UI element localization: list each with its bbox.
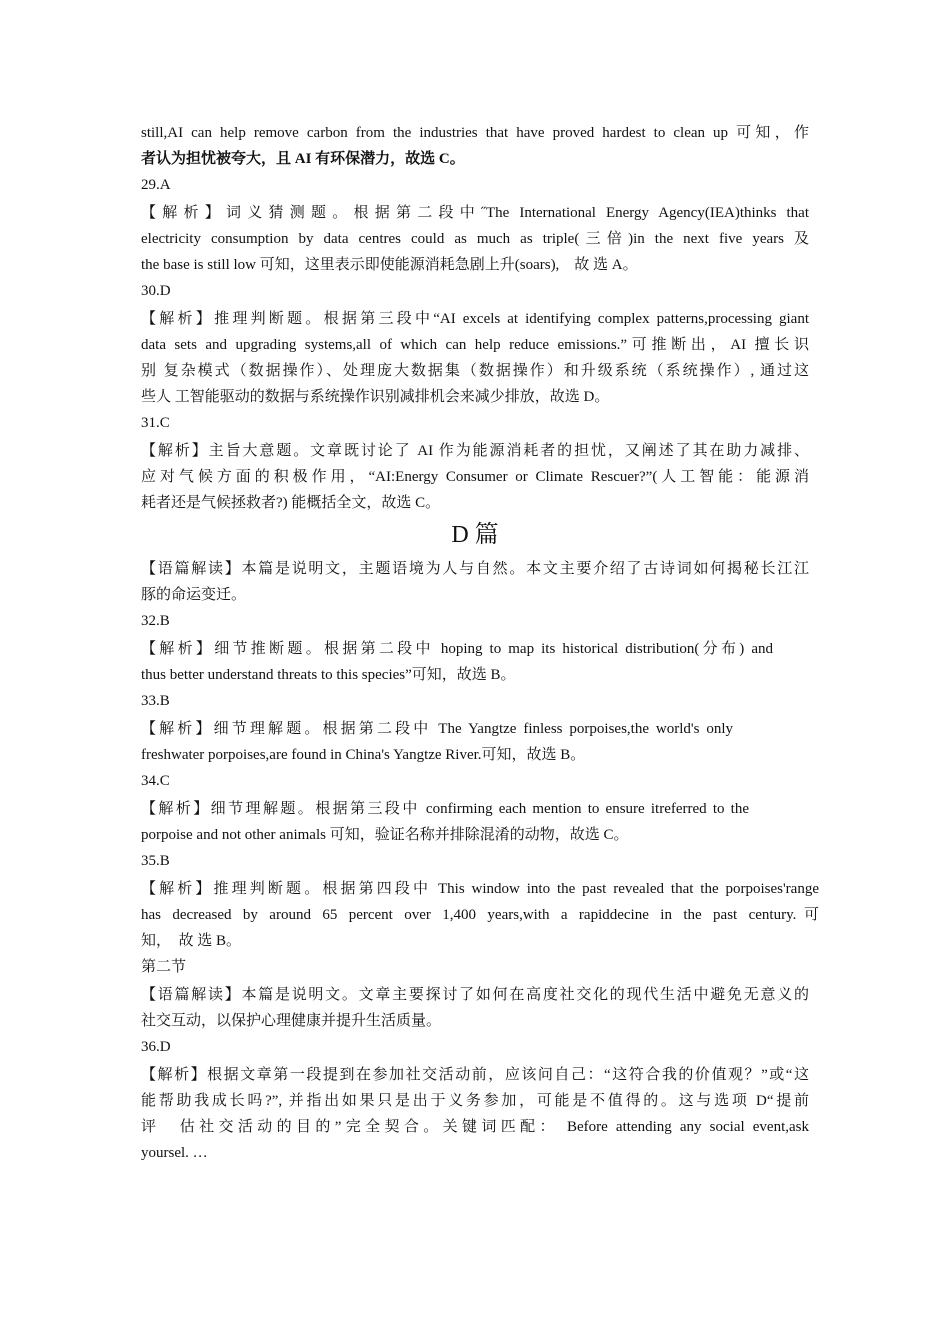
text-line: freshwater porpoises,are found in China's Yangtze River.可知，故选 B。 — [141, 747, 586, 763]
text-line: 【解析】细节理解题。根据第三段中 confirming each mention to ensure itreferred to the — [141, 801, 749, 817]
answer-32: 32.B — [141, 613, 170, 629]
text-line: 【解析】主旨大意题。文章既讨论了 AI 作为能源消耗者的担忧，又阐述了其在助力减排、 — [141, 443, 809, 459]
text-line: 些人 工智能驱动的数据与系统操作识别减排机会来减少排放，故选 D。 — [141, 389, 610, 405]
explanation-36 — [141, 1062, 809, 1166]
paragraph-28-tail — [141, 120, 809, 172]
answer-31: 31.C — [141, 415, 170, 431]
answer-29: 29.A — [141, 177, 171, 193]
answer-30: 30.D — [141, 283, 171, 299]
text-line: yoursel. … — [141, 1145, 208, 1161]
text-line: 者认为担忧被夸大，且 AI 有环保潜力，故选 C。 — [141, 151, 465, 167]
text-line: 【解析】推理判断题。根据第三段中“AI excels at identifying complex patterns,processing giant — [141, 311, 809, 327]
text-line: 【语篇解读】本篇是说明文，主题语境为人与自然。本文主要介绍了古诗词如何揭秘长江江 — [141, 561, 809, 577]
text-line: 豚的命运变迁。 — [141, 587, 247, 603]
explanation-34 — [141, 796, 749, 848]
text-line: 【解析】推理判断题。根据第四段中 This window into the past revealed that the porpoises'range — [141, 881, 819, 897]
text-line: 评 估社交活动的目的”完全契合。关键词匹配： Before attending any social event,ask — [141, 1119, 809, 1135]
text-line: 知， 故 选 B。 — [141, 933, 242, 949]
answer-36: 36.D — [141, 1039, 171, 1055]
explanation-29 — [141, 200, 809, 278]
text-line: 别 复杂模式（数据操作）、处理庞大数据集（数据操作）和升级系统（系统操作）, 通过这 — [141, 363, 809, 379]
text-line: 耗者还是气候拯救者?) 能概括全文，故选 C。 — [141, 495, 441, 511]
explanation-32 — [141, 636, 773, 688]
text-line: thus better understand threats to this species”可知，故选 B。 — [141, 667, 516, 683]
text-line: electricity consumption by data centres could as much as triple(三倍)in the next five years 及 — [141, 231, 809, 247]
text-line: 【解析】细节理解题。根据第二段中 The Yangtze finless porpoises,the world's only — [141, 721, 733, 737]
document-page — [141, 120, 819, 1166]
answer-33: 33.B — [141, 693, 170, 709]
answer-34: 34.C — [141, 773, 170, 789]
text-line: 【解析】词义猜测题。根据第二段中˝The International Energy Agency(IEA)thinks that — [141, 205, 809, 221]
text-line: 【解析】细节推断题。根据第二段中 hoping to map its historical distribution(分布) and — [141, 641, 773, 657]
text-line: 社交互动，以保护心理健康并提升生活质量。 — [141, 1013, 442, 1029]
passage-d-summary — [141, 556, 809, 608]
text-line: 能帮助我成长吗?”, 并指出如果只是出于义务参加，可能是不值得的。这与选项 D“提前 — [141, 1093, 809, 1109]
text-line: still,AI can help remove carbon from the industries that have proved hardest to clean up 可知，作 — [141, 125, 809, 141]
text-line: 应对气候方面的积极作用，“AI:Energy Consumer or Climate Rescuer?”(人工智能：能源消 — [141, 469, 809, 485]
section-d-title: D 篇 — [451, 522, 499, 548]
explanation-30 — [141, 306, 809, 410]
text-line: porpoise and not other animals 可知，验证名称并排除混淆的动物，故选 C。 — [141, 827, 629, 843]
text-line: 【语篇解读】本篇是说明文。文章主要探讨了如何在高度社交化的现代生活中避免无意义的 — [141, 987, 809, 1003]
section-2-heading: 第二节 — [141, 959, 187, 975]
text-line: 【解析】根据文章第一段提到在参加社交活动前，应该问自己：“这符合我的价值观？”或“这 — [141, 1067, 809, 1083]
text-line: has decreased by around 65 percent over 1,400 years,with a rapiddecine in the past century.可 — [141, 907, 819, 923]
answer-35: 35.B — [141, 853, 170, 869]
text-line: the base is still low 可知，这里表示即使能源消耗急剧上升(soars), 故 选 A。 — [141, 257, 638, 273]
section-2-summary — [141, 982, 809, 1034]
explanation-31 — [141, 438, 809, 516]
explanation-33 — [141, 716, 733, 768]
text-line: data sets and upgrading systems,all of which can help reduce emissions.”可推断出，AI 擅长识 — [141, 337, 809, 353]
explanation-35 — [141, 876, 819, 954]
